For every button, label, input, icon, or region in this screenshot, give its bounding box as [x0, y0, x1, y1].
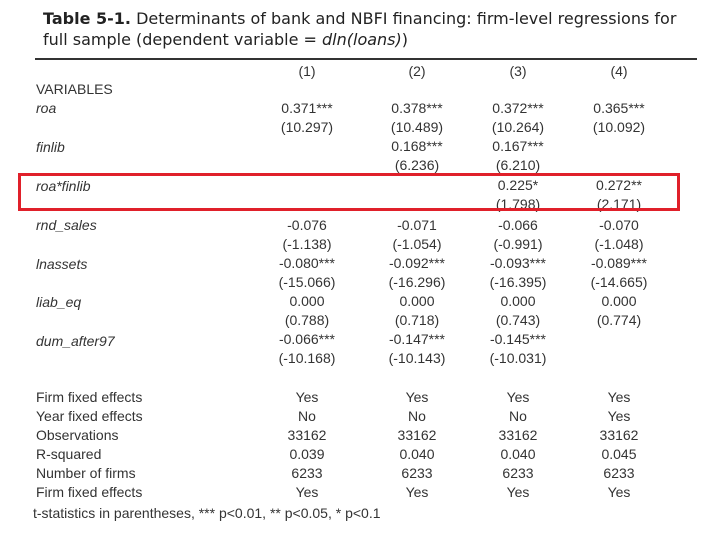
stat-value: 6233 — [291, 465, 323, 481]
title-text: Determinants of bank and NBFI financing: firm-level regressions for full sample (dependent variable = — [43, 9, 677, 49]
cell-coef: -0.080*** — [278, 255, 336, 271]
cell-tstat: (10.489) — [390, 119, 444, 135]
stat-value: Yes — [295, 484, 319, 500]
stat-value: Yes — [607, 484, 631, 500]
row-label-liab-eq: liab_eq — [36, 294, 82, 310]
stat-value: 6233 — [401, 465, 433, 481]
cell-tstat: (0.743) — [495, 312, 541, 328]
table-footnote: t-statistics in parentheses, *** p<0.01, ** p<0.05, * p<0.1 — [33, 505, 381, 521]
cell-tstat: (-10.031) — [489, 350, 547, 366]
cell-coef: -0.092*** — [388, 255, 446, 271]
column-header-4: (4) — [610, 63, 628, 79]
cell-tstat: (-15.066) — [278, 274, 336, 290]
stat-label: Year fixed effects — [36, 408, 143, 424]
cell-tstat: (6.210) — [495, 157, 541, 173]
cell-tstat: (-10.143) — [388, 350, 446, 366]
cell-tstat: (-16.296) — [388, 274, 446, 290]
cell-coef: 0.365*** — [593, 100, 645, 116]
cell-tstat: (-1.138) — [282, 236, 332, 252]
variables-header: VARIABLES — [36, 81, 113, 97]
highlight-box-roa-finlib — [18, 173, 680, 211]
cell-coef: 0.167*** — [492, 138, 544, 154]
row-label-dum-after97: dum_after97 — [36, 333, 115, 349]
cell-tstat: (1.798) — [495, 196, 541, 212]
cell-coef: -0.076 — [287, 217, 327, 233]
stat-label: Number of firms — [36, 465, 136, 481]
cell-coef: 0.371*** — [281, 100, 333, 116]
cell-tstat: (10.264) — [491, 119, 545, 135]
cell-coef: -0.089*** — [590, 255, 648, 271]
stat-label: Firm fixed effects — [36, 389, 143, 405]
stat-value: 33162 — [287, 427, 327, 443]
stat-value: No — [408, 408, 426, 424]
stat-value: 33162 — [599, 427, 639, 443]
stat-value: 0.040 — [500, 446, 536, 462]
cell-coef: 0.000 — [601, 293, 637, 309]
table-top-rule — [35, 58, 697, 60]
stat-value: 33162 — [397, 427, 437, 443]
stat-value: 33162 — [498, 427, 538, 443]
stat-value: 6233 — [502, 465, 534, 481]
stat-value: 0.045 — [601, 446, 637, 462]
dependent-variable: dln(loans) — [322, 30, 402, 49]
column-header-3: (3) — [509, 63, 527, 79]
cell-coef: 0.272** — [596, 177, 642, 193]
cell-tstat: (2.171) — [596, 196, 642, 212]
cell-tstat: (-16.395) — [489, 274, 547, 290]
stat-value: Yes — [506, 484, 530, 500]
column-header-1: (1) — [298, 63, 316, 79]
cell-coef: -0.070 — [599, 217, 639, 233]
cell-tstat: (-10.168) — [278, 350, 336, 366]
stat-label: Firm fixed effects — [36, 484, 143, 500]
table-title — [43, 8, 703, 50]
table-number: Table 5-1. — [43, 9, 131, 28]
cell-coef: -0.093*** — [489, 255, 547, 271]
stat-label: R-squared — [36, 446, 102, 462]
cell-coef: 0.378*** — [391, 100, 443, 116]
row-label-finlib: finlib — [36, 139, 65, 155]
cell-tstat: (-1.048) — [594, 236, 644, 252]
stat-value: Yes — [405, 484, 429, 500]
cell-coef: 0.168*** — [391, 138, 443, 154]
title-close: ) — [401, 30, 409, 49]
stat-value: Yes — [607, 408, 631, 424]
row-label-roa-finlib: roa*finlib — [36, 178, 91, 194]
cell-tstat: (-0.991) — [493, 236, 543, 252]
cell-tstat: (10.092) — [592, 119, 646, 135]
stat-value: Yes — [405, 389, 429, 405]
cell-coef: 0.225* — [497, 177, 539, 193]
stat-value: 0.040 — [399, 446, 435, 462]
stat-value: Yes — [607, 389, 631, 405]
cell-coef: 0.000 — [399, 293, 435, 309]
stat-value: 6233 — [603, 465, 635, 481]
cell-coef: 0.372*** — [492, 100, 544, 116]
stat-value: Yes — [295, 389, 319, 405]
cell-tstat: (0.788) — [284, 312, 330, 328]
stat-value: No — [298, 408, 316, 424]
cell-coef: -0.071 — [397, 217, 437, 233]
stat-label: Observations — [36, 427, 119, 443]
cell-coef: -0.145*** — [489, 331, 547, 347]
cell-coef: -0.147*** — [388, 331, 446, 347]
cell-tstat: (-14.665) — [590, 274, 648, 290]
column-header-2: (2) — [408, 63, 426, 79]
row-label-lnassets: lnassets — [36, 256, 88, 272]
cell-coef: -0.066*** — [278, 331, 336, 347]
cell-coef: 0.000 — [500, 293, 536, 309]
cell-tstat: (10.297) — [280, 119, 334, 135]
cell-coef: 0.000 — [289, 293, 325, 309]
stat-value: 0.039 — [289, 446, 325, 462]
row-label-roa: roa — [36, 100, 57, 116]
cell-coef: -0.066 — [498, 217, 538, 233]
cell-tstat: (0.718) — [394, 312, 440, 328]
cell-tstat: (-1.054) — [392, 236, 442, 252]
cell-tstat: (0.774) — [596, 312, 642, 328]
stat-value: Yes — [506, 389, 530, 405]
cell-tstat: (6.236) — [394, 157, 440, 173]
stat-value: No — [509, 408, 527, 424]
row-label-rnd-sales: rnd_sales — [36, 217, 97, 233]
